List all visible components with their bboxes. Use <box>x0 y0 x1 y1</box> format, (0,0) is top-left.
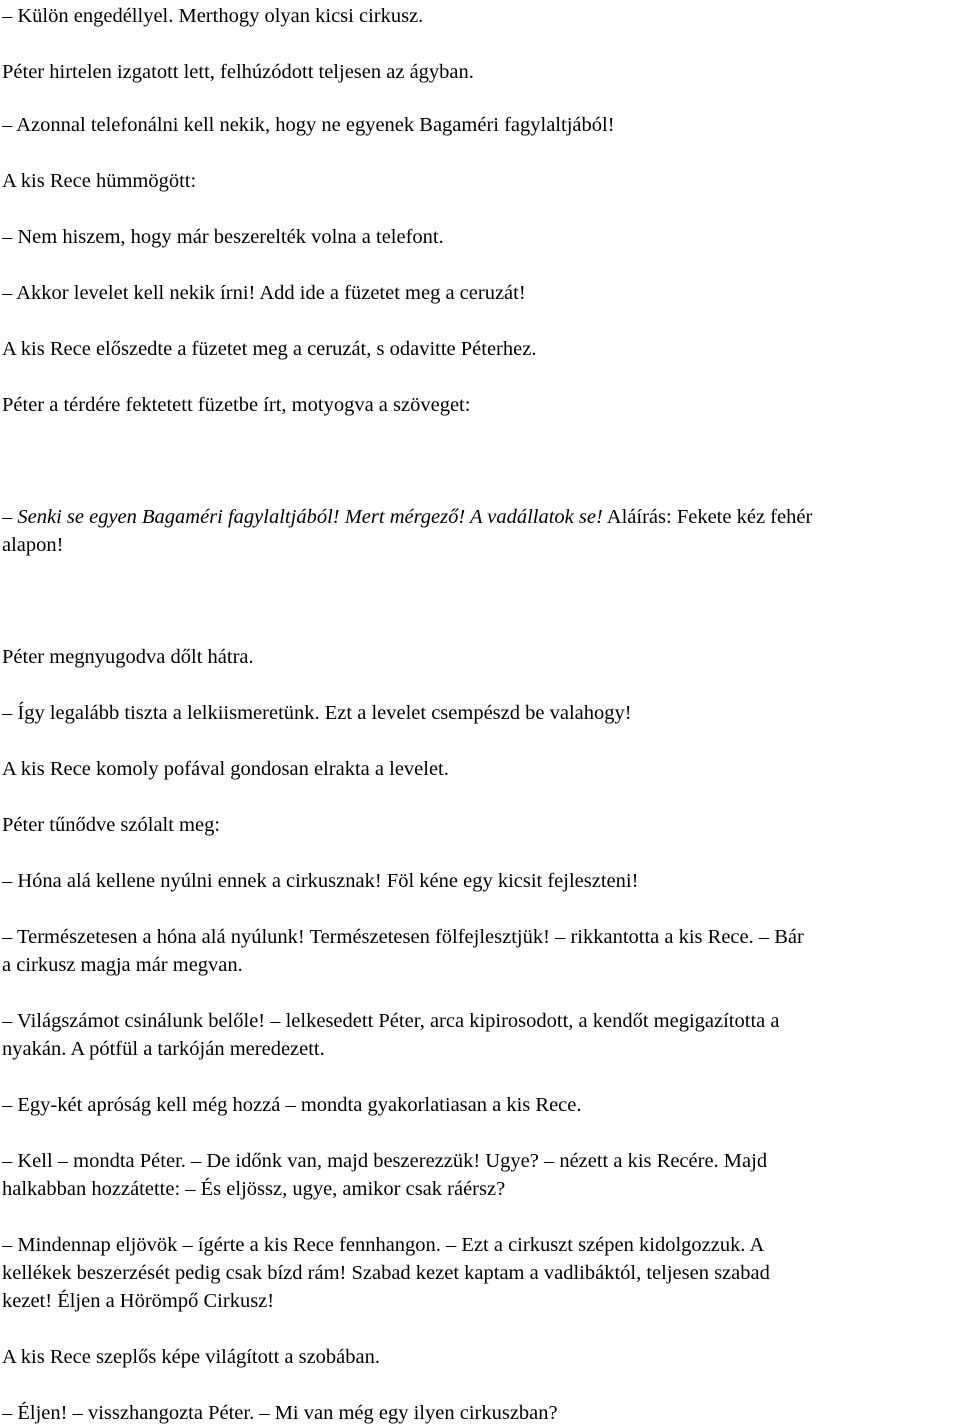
text-line: Péter megnyugodva dőlt hátra. <box>2 646 254 668</box>
text-line: Péter tűnődve szólalt meg: <box>2 814 221 836</box>
text-line: Péter hirtelen izgatott lett, felhúzódott teljesen az ágyban. <box>2 61 474 83</box>
text-line: – Külön engedéllyel. Merthogy olyan kicsi cirkusz. <box>2 5 424 27</box>
text-line: – Így legalább tiszta a lelkiismeretünk. Ezt a levelet csempészd be valahogy! <box>2 702 632 724</box>
text-line: A kis Rece szeplős képe világított a szobában. <box>2 1346 381 1368</box>
text-line: kellékek beszerzését pedig csak bízd rám! Szabad kezet kaptam a vadlibáktól, teljesen szabad <box>2 1262 770 1284</box>
text-line: – Világszámot csinálunk belőle! – lelkesedett Péter, arca kipirosodott, a kendőt megigazította a <box>2 1010 780 1032</box>
text-line: nyakán. A pótfül a tarkóján meredezett. <box>2 1038 325 1060</box>
text-line: Péter a térdére fektetett füzetbe írt, motyogva a szöveget: <box>2 394 471 416</box>
text-line: A kis Rece hümmögött: <box>2 170 197 192</box>
letter-signature-cont: alapon! <box>2 534 64 556</box>
text-line: – Éljen! – visszhangozta Péter. – Mi van még egy ilyen cirkuszban? <box>2 1402 558 1424</box>
text-line: kezet! Éljen a Hörömpő Cirkusz! <box>2 1290 275 1312</box>
text-line: – Mindennap eljövök – ígérte a kis Rece fennhangon. – Ezt a cirkuszt szépen kidolgozzuk. A <box>2 1234 765 1256</box>
letter-signature: Aláírás: Fekete kéz fehér <box>602 506 813 528</box>
text-line: – Azonnal telefonálni kell nekik, hogy ne egyenek Bagaméri fagylaltjából! <box>2 114 615 136</box>
text-line: halkabban hozzátette: – És eljössz, ugye, amikor csak ráérsz? <box>2 1178 506 1200</box>
text-line: – Kell – mondta Péter. – De időnk van, majd beszerezzük! Ugye? – nézett a kis Recére. Majd <box>2 1150 768 1172</box>
letter-italic-text: – Senki se egyen Bagaméri fagylaltjából! Mert mérgező! A vadállatok se! <box>2 506 603 528</box>
text-line: – Természetesen a hóna alá nyúlunk! Természetesen fölfejlesztjük! – rikkantotta a kis Rece. – Bár <box>2 926 804 948</box>
text-line: a cirkusz magja már megvan. <box>2 954 243 976</box>
letter-text <box>2 503 957 531</box>
text-line: – Nem hiszem, hogy már beszerelték volna a telefont. <box>2 226 444 248</box>
text-line: A kis Rece komoly pofával gondosan elrakta a levelet. <box>2 758 449 780</box>
text-line: A kis Rece előszedte a füzetet meg a ceruzát, s odavitte Péterhez. <box>2 338 537 360</box>
text-line: – Hóna alá kellene nyúlni ennek a cirkusznak! Föl kéne egy kicsit fejleszteni! <box>2 870 639 892</box>
text-line: – Akkor levelet kell nekik írni! Add ide a füzetet meg a ceruzát! <box>2 282 526 304</box>
text-line: – Egy-két apróság kell még hozzá – mondta gyakorlatiasan a kis Rece. <box>2 1094 582 1116</box>
